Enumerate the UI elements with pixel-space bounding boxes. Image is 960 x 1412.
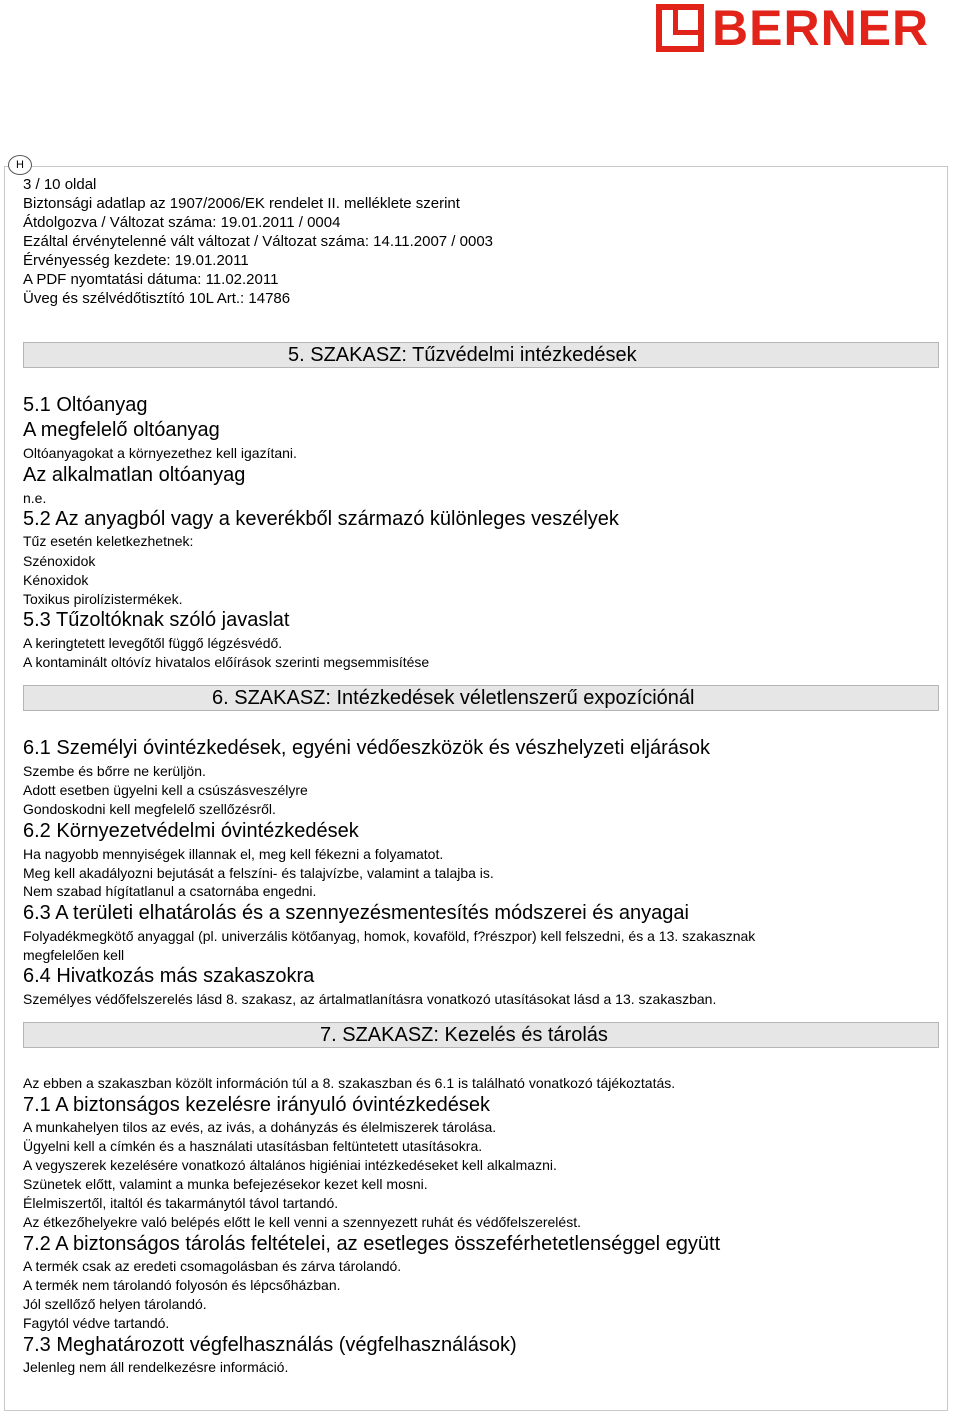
section-6-bar bbox=[23, 685, 939, 711]
paragraph-line: A vegyszerek kezelésére vonatkozó általános higiéniai intézkedéseket kell alkalmazni. bbox=[23, 1157, 557, 1173]
heading-5-2: 5.2 Az anyagból vagy a keverékből származó különleges veszélyek bbox=[23, 508, 619, 530]
language-badge: H bbox=[8, 155, 32, 175]
paragraph-line: Jelenleg nem áll rendelkezésre információ. bbox=[23, 1359, 289, 1375]
paragraph-line: Ha nagyobb mennyiségek illannak el, meg kell fékezni a folyamatot. bbox=[23, 846, 444, 862]
section-5-title: 5. SZAKASZ: Tűzvédelmi intézkedések bbox=[288, 344, 637, 366]
paragraph-line: Folyadékmegkötő anyaggal (pl. univerzális kötőanyag, homok, kovaföld, f?részpor) kell felszedni, és a 13. szakasznak bbox=[23, 928, 756, 944]
section-6-title: 6. SZAKASZ: Intézkedések véletlenszerű expozíciónál bbox=[212, 687, 695, 709]
valid-from-line: Érvényesség kezdete: 19.01.2011 bbox=[23, 252, 249, 269]
paragraph-line: Meg kell akadályozni bejutását a felszíni- és talajvízbe, valamint a talajba is. bbox=[23, 865, 494, 881]
unsuitable-media-text: n.e. bbox=[23, 490, 47, 506]
paragraph-line: Jól szellőző helyen tárolandó. bbox=[23, 1296, 207, 1312]
heading-7-1: 7.1 A biztonságos kezelésre irányuló óvintézkedések bbox=[23, 1094, 490, 1116]
heading-6-2: 6.2 Környezetvédelmi óvintézkedések bbox=[23, 820, 359, 842]
product-line: Üveg és szélvédőtisztító 10L Art.: 14786 bbox=[23, 290, 291, 307]
heading-6-3: 6.3 A területi elhatárolás és a szennyezésmentesítés módszerei és anyagai bbox=[23, 902, 689, 924]
advice-line: A keringtetett levegőtől függő légzésvédő. bbox=[23, 635, 283, 651]
paragraph-line: Az étkezőhelyekre való belépés előtt le kell venni a szennyezett ruhát és védőfelszerelést. bbox=[23, 1214, 581, 1230]
paragraph-line: Ügyelni kell a címkén és a használati utasításban feltüntetett utasításokra. bbox=[23, 1138, 483, 1154]
hazard-line: Szénoxidok bbox=[23, 553, 96, 569]
superseded-line: Ezáltal érvénytelenné vált változat / Változat száma: 14.11.2007 / 0003 bbox=[23, 233, 494, 250]
hazard-line: Tűz esetén keletkezhetnek: bbox=[23, 533, 194, 549]
heading-5-3: 5.3 Tűzoltóknak szóló javaslat bbox=[23, 609, 290, 631]
section-5-bar bbox=[23, 342, 939, 368]
revision-line: Átdolgozva / Változat száma: 19.01.2011 / 0004 bbox=[23, 214, 341, 231]
section-7-bar bbox=[23, 1022, 939, 1048]
berner-logo-text: BERNER bbox=[712, 0, 930, 56]
paragraph-line: A munkahelyen tilos az evés, az ivás, a dohányzás és élelmiszerek tárolása. bbox=[23, 1119, 497, 1135]
heading-6-4: 6.4 Hivatkozás más szakaszokra bbox=[23, 965, 315, 987]
heading-7-3: 7.3 Meghatározott végfelhasználás (végfelhasználások) bbox=[23, 1334, 517, 1356]
page-number: 3 / 10 oldal bbox=[23, 176, 97, 193]
paragraph-line: Szünetek előtt, valamint a munka befejezésekor kezet kell mosni. bbox=[23, 1176, 428, 1192]
paragraph-line: A termék nem tárolandó folyosón és lépcsőházban. bbox=[23, 1277, 341, 1293]
paragraph-line: Szembe és bőrre ne kerüljön. bbox=[23, 763, 206, 779]
heading-6-1: 6.1 Személyi óvintézkedések, egyéni védőeszközök és vészhelyzeti eljárások bbox=[23, 737, 711, 759]
paragraph-line: Gondoskodni kell megfelelő szellőzésről. bbox=[23, 801, 276, 817]
paragraph-line: Élelmiszertől, italtól és takarmánytól távol tartandó. bbox=[23, 1195, 339, 1211]
suitable-media-text: Oltóanyagokat a környezethez kell igazítani. bbox=[23, 445, 297, 461]
heading-5-1: 5.1 Oltóanyag bbox=[23, 394, 148, 416]
regulation-line: Biztonsági adatlap az 1907/2006/EK rendelet II. melléklete szerint bbox=[23, 195, 460, 212]
paragraph-line: Nem szabad hígítatlanul a csatornába engedni. bbox=[23, 883, 317, 899]
heading-unsuitable-media: Az alkalmatlan oltóanyag bbox=[23, 464, 246, 486]
paragraph-line: megfelelően kell bbox=[23, 947, 125, 963]
print-date-line: A PDF nyomtatási dátuma: 11.02.2011 bbox=[23, 271, 279, 288]
document-header bbox=[23, 175, 493, 308]
berner-logo-mark-icon bbox=[656, 4, 704, 52]
heading-7-2: 7.2 A biztonságos tárolás feltételei, az esetleges összeférhetetlenséggel együtt bbox=[23, 1233, 721, 1255]
section-7-title: 7. SZAKASZ: Kezelés és tárolás bbox=[320, 1024, 608, 1046]
paragraph-line: A termék csak az eredeti csomagolásban és zárva tárolandó. bbox=[23, 1258, 402, 1274]
hazard-line: Kénoxidok bbox=[23, 572, 89, 588]
heading-suitable-media: A megfelelő oltóanyag bbox=[23, 419, 220, 441]
paragraph-line: Az ebben a szakaszban közölt információn túl a 8. szakaszban és 6.1 is található vonatkozó tájékoztatás. bbox=[23, 1075, 676, 1091]
paragraph-line: Adott esetben ügyelni kell a csúszásveszélyre bbox=[23, 782, 308, 798]
advice-line: A kontaminált oltóvíz hivatalos előírások szerinti megsemmisítése bbox=[23, 654, 430, 670]
berner-logo bbox=[656, 0, 956, 56]
hazard-line: Toxikus pirolízistermékek. bbox=[23, 591, 183, 607]
paragraph-line: Személyes védőfelszerelés lásd 8. szakasz, az ártalmatlanításra vonatkozó utasításokat lásd a 13. szakaszban. bbox=[23, 991, 717, 1007]
paragraph-line: Fagytól védve tartandó. bbox=[23, 1315, 170, 1331]
